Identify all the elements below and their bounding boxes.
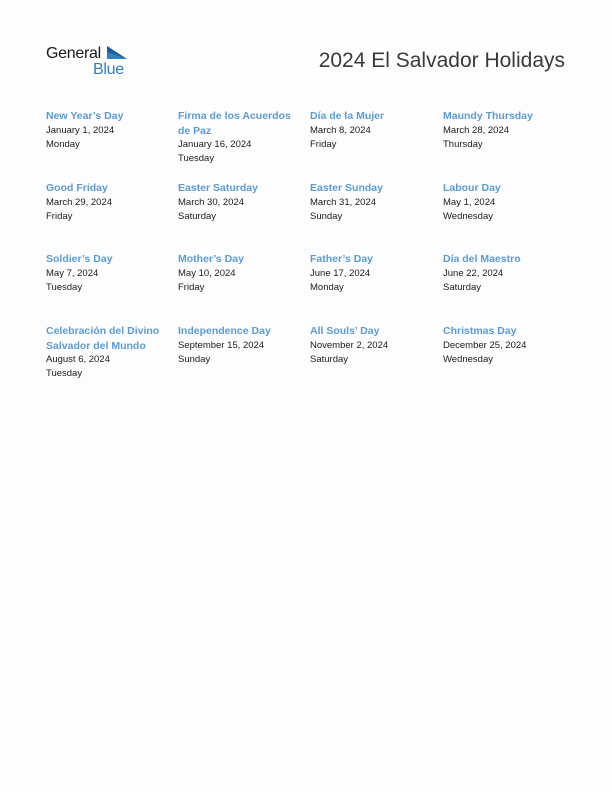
holiday-weekday: Wednesday — [443, 353, 493, 365]
holiday-item — [46, 324, 170, 381]
holiday-item — [178, 252, 300, 295]
holiday-item — [443, 109, 565, 152]
holiday-weekday: Saturday — [178, 210, 217, 222]
holiday-name: Easter Sunday — [310, 182, 383, 194]
holiday-weekday: Sunday — [178, 353, 211, 365]
holiday-name: Christmas Day — [443, 325, 517, 337]
page-title: 2024 El Salvador Holidays — [318, 49, 565, 72]
holiday-weekday: Friday — [178, 281, 205, 293]
holiday-weekday: Tuesday — [46, 281, 83, 293]
holiday-name: New Year’s Day — [46, 110, 124, 122]
holiday-weekday: Friday — [46, 210, 73, 222]
holiday-item — [178, 324, 300, 367]
holiday-date: May 7, 2024 — [46, 267, 99, 279]
holiday-name: Mother’s Day — [178, 253, 244, 265]
logo-word-general: General — [46, 45, 101, 62]
holiday-date: January 1, 2024 — [46, 124, 115, 136]
holiday-date: November 2, 2024 — [310, 339, 389, 351]
holiday-weekday: Saturday — [310, 353, 349, 365]
holiday-item — [310, 324, 432, 367]
holiday-date: June 22, 2024 — [443, 267, 504, 279]
holiday-name: Labour Day — [443, 182, 501, 194]
holiday-weekday: Monday — [46, 138, 80, 150]
holiday-weekday: Tuesday — [178, 153, 215, 164]
holiday-name: Celebración del Divino Salvador del Mundo — [46, 325, 160, 352]
holiday-name: Firma de los Acuerdos de Paz — [178, 110, 291, 137]
holiday-item — [443, 324, 565, 367]
holiday-name: Día de la Mujer — [310, 110, 385, 122]
holiday-date: March 29, 2024 — [46, 196, 113, 208]
holiday-name: Día del Maestro — [443, 253, 521, 265]
holiday-date: March 28, 2024 — [443, 124, 510, 136]
holiday-item — [310, 181, 432, 224]
holiday-item — [310, 109, 432, 152]
holiday-weekday: Wednesday — [443, 210, 493, 222]
holiday-name: Father’s Day — [310, 253, 374, 265]
holiday-item — [443, 181, 565, 224]
holiday-date: September 15, 2024 — [178, 339, 265, 351]
holiday-date: March 30, 2024 — [178, 196, 245, 208]
holiday-item — [178, 181, 300, 224]
holiday-date: August 6, 2024 — [46, 354, 110, 365]
holiday-weekday: Friday — [310, 138, 337, 150]
holiday-date: June 17, 2024 — [310, 267, 371, 279]
logo-word-blue: Blue — [93, 61, 124, 78]
holiday-item — [46, 109, 168, 152]
holiday-name: Easter Saturday — [178, 182, 258, 194]
holiday-item — [178, 109, 298, 166]
generalblue-logo — [46, 44, 136, 80]
holiday-name: Maundy Thursday — [443, 110, 533, 122]
holiday-name: All Souls’ Day — [310, 325, 380, 337]
holiday-date: March 8, 2024 — [310, 124, 371, 136]
holiday-item — [443, 252, 565, 295]
holiday-item — [46, 181, 168, 224]
holiday-item — [310, 252, 432, 295]
logo-flag-icon — [107, 46, 127, 62]
holiday-date: January 16, 2024 — [178, 139, 252, 150]
holiday-weekday: Tuesday — [46, 368, 83, 379]
holiday-name: Good Friday — [46, 182, 108, 194]
holiday-name: Soldier’s Day — [46, 253, 113, 265]
holiday-weekday: Thursday — [443, 138, 483, 150]
holiday-name: Independence Day — [178, 325, 271, 337]
holiday-weekday: Monday — [310, 281, 344, 293]
holiday-date: May 10, 2024 — [178, 267, 236, 279]
holiday-weekday: Saturday — [443, 281, 482, 293]
holiday-date: December 25, 2024 — [443, 339, 527, 351]
holiday-item — [46, 252, 168, 295]
holiday-date: March 31, 2024 — [310, 196, 377, 208]
holiday-date: May 1, 2024 — [443, 196, 496, 208]
holiday-weekday: Sunday — [310, 210, 343, 222]
